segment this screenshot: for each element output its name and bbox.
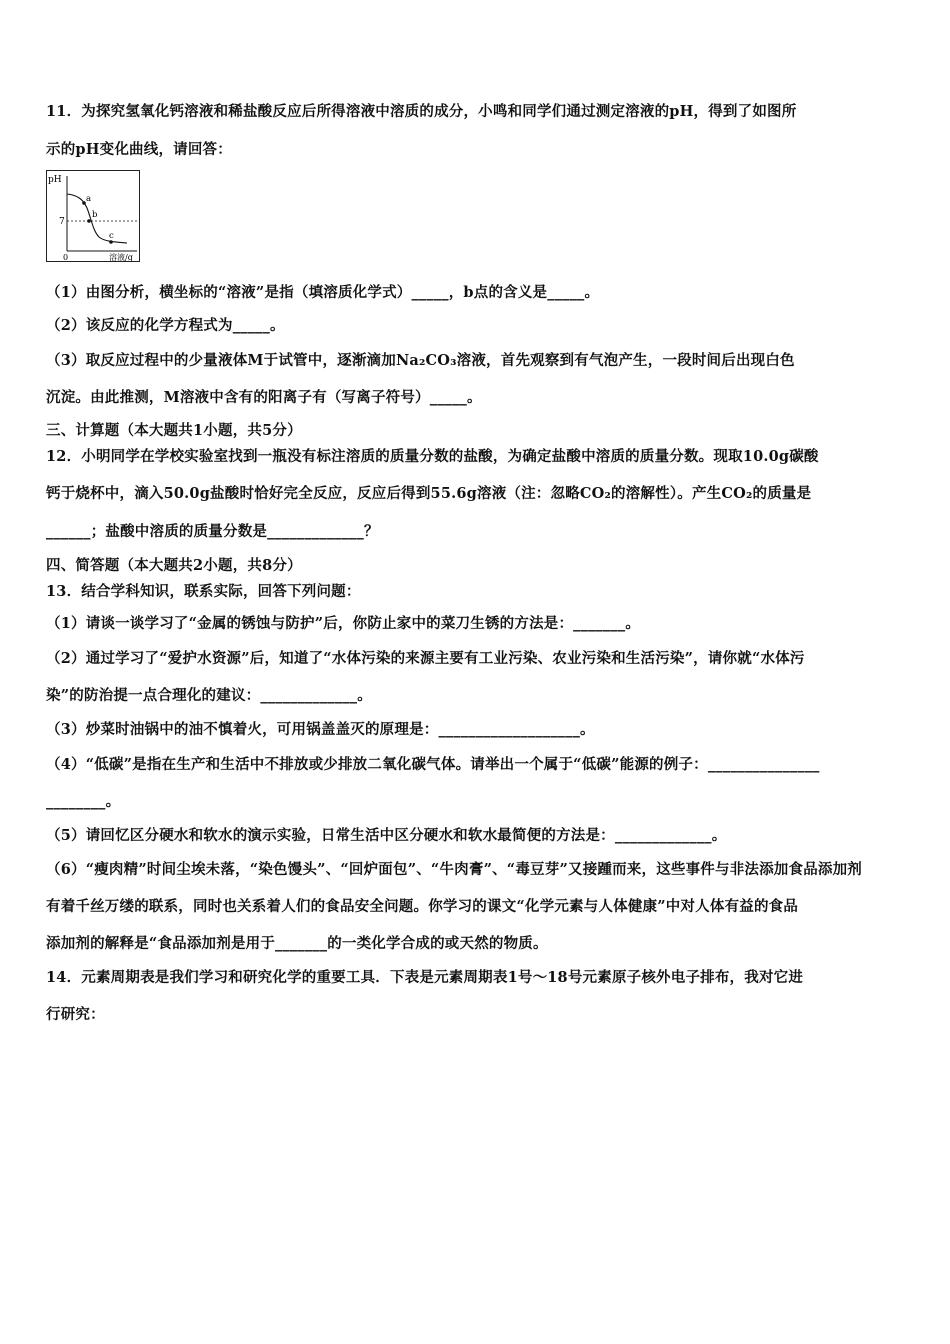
q11-sub-3-line-1: （3）取反应过程中的少量液体M于试管中，逐渐滴加Na₂CO₃溶液，首先观察到有气泡产生，一段时间后出现白色 (46, 352, 795, 369)
q13-sub-6-line-3: 添加剂的解释是“食品添加剂是用于_______的一类化学合成的或天然的物质。 (46, 935, 548, 952)
q14-line-2: 行研究： (46, 1006, 105, 1023)
q11-sub-3-line-2: 沉淀。由此推测，M溶液中含有的阳离子有（写离子符号）_____。 (46, 389, 482, 406)
y-tick-7: 7 (59, 217, 65, 227)
q13-sub-6-line-2: 有着千丝万缕的联系，同时也关系着人们的食品安全问题。你学习的课文“化学元素与人体健康”中对人体有益的食品 (46, 898, 799, 915)
q14-line-1: 14．元素周期表是我们学习和研究化学的重要工具．下表是元素周期表1号～18号元素原子核外电子排布，我对它进 (46, 969, 804, 986)
ph-curve-chart (47, 171, 139, 261)
q12-line-3: ______；盐酸中溶质的质量分数是_____________？ (46, 523, 379, 540)
q13-sub-1: （1）请谈一谈学习了“金属的锈蚀与防护”后，你防止家中的菜刀生锈的方法是：_______。 (46, 615, 641, 632)
q11-line-1: 11．为探究氢氧化钙溶液和稀盐酸反应后所得溶液中溶质的成分，小鸣和同学们通过测定溶液的pH，得到了如图所 (46, 103, 797, 120)
q13-sub-6-line-1: （6）“瘦肉精”时间尘埃未落，“染色馒头”、“回炉面包”、“牛肉膏”、“毒豆芽”又接踵而来，这些事件与非法添加食品添加剂 (46, 861, 862, 878)
q13-sub-3: （3）炒菜时油锅中的油不慎着火，可用锅盖盖灭的原理是：___________________。 (46, 721, 595, 738)
q11-sub-1: （1）由图分析，横坐标的“溶液”是指（填溶质化学式）_____，b点的含义是_____。 (46, 284, 600, 301)
x-axis-label: 溶液/g (109, 253, 133, 261)
q13-sub-2-line-2: 染”的防治提一点合理化的建议：_____________。 (46, 687, 372, 704)
q13-sub-5: （5）请回忆区分硬水和软水的演示实验，日常生活中区分硬水和软水最简便的方法是：_____________。 (46, 827, 727, 844)
section-4-heading: 四、简答题（本大题共2小题，共8分） (46, 557, 302, 574)
y-axis-label: pH (48, 175, 62, 185)
q13-sub-2-line-1: （2）通过学习了“爱护水资源”后，知道了“水体污染的来源主要有工业污染、农业污染和生活污染”，请你就“水体污 (46, 650, 805, 667)
q13-intro: 13．结合学科知识，联系实际，回答下列问题： (46, 583, 361, 600)
point-b-label: b (92, 210, 98, 220)
origin-label: 0 (63, 253, 69, 261)
point-c-label: c (109, 231, 114, 241)
q12-line-1: 12．小明同学在学校实验室找到一瓶没有标注溶质的质量分数的盐酸，为确定盐酸中溶质的质量分数。现取10.0g碳酸 (46, 448, 819, 465)
point-b (87, 219, 91, 223)
q12-line-2: 钙于烧杯中，滴入50.0g盐酸时恰好完全反应，反应后得到55.6g溶液（注：忽略CO₂的溶解性）。产生CO₂的质量是 (46, 485, 812, 502)
ph-curve-figure (46, 170, 140, 262)
q11-sub-2: （2）该反应的化学方程式为_____。 (46, 317, 285, 334)
q11-line-2: 示的pH变化曲线，请回答： (46, 141, 232, 158)
point-a-label: a (86, 194, 92, 204)
section-3-heading: 三、计算题（本大题共1小题，共5分） (46, 422, 302, 439)
q13-sub-4-line-2: ________。 (46, 793, 121, 810)
q13-sub-4-line-1: （4）“低碳”是指在生产和生活中不排放或少排放二氧化碳气体。请举出一个属于“低碳”能源的例子：_______________ (46, 756, 820, 773)
